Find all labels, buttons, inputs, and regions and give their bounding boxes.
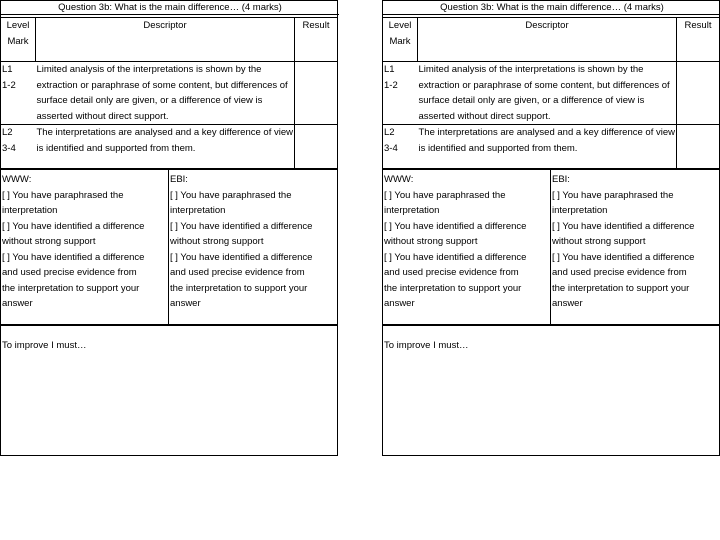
table-row: [1, 125, 338, 169]
result-cell[interactable]: [677, 125, 720, 169]
mark-scheme-table: [382, 17, 720, 169]
www-line: [ ] You have identified a difference: [2, 251, 145, 263]
www-line: interpretation: [384, 205, 440, 216]
improve-prompt: To improve I must…: [2, 340, 87, 351]
descriptor-header: Descriptor: [418, 18, 677, 62]
table-header-row: [1, 18, 338, 62]
ebi-line: [ ] You have identified a difference: [552, 220, 695, 232]
question-title: Question 3b: What is the main difference… (4 marks): [1, 1, 339, 15]
ebi-column: [169, 170, 337, 324]
ebi-line: interpretation: [170, 205, 226, 216]
www-line: [ ] You have identified a difference: [2, 220, 145, 232]
table-row: [383, 125, 720, 169]
table-row: [1, 62, 338, 125]
mark-range: 1-2: [384, 79, 398, 91]
www-line: the interpretation to support your: [384, 282, 522, 294]
ebi-column: [551, 170, 719, 324]
level-label: L2: [2, 127, 13, 138]
feedback-sheet-right: [382, 0, 720, 456]
feedback-sheet-left: [0, 0, 338, 456]
level-mark-header: Level Mark: [1, 18, 36, 62]
ebi-heading: EBI:: [552, 174, 570, 185]
ebi-heading: EBI:: [170, 174, 188, 185]
ebi-line: and used precise evidence from: [552, 267, 687, 278]
result-cell[interactable]: [295, 125, 338, 169]
descriptor-header: Descriptor: [36, 18, 295, 62]
descriptor-cell: Limited analysis of the interpretations is shown by the extraction or paraphrase of some content, but differences of surface detail only are given, or a difference of view is asserted without direct support.: [418, 62, 677, 125]
ebi-line: and used precise evidence from: [170, 267, 305, 278]
www-column: [1, 170, 169, 324]
question-title-box: [0, 0, 338, 18]
level-cell: [1, 62, 36, 125]
mark-range: 3-4: [384, 142, 398, 154]
www-heading: WWW:: [384, 174, 414, 185]
www-line: without strong support: [2, 236, 96, 247]
feedback-box: [0, 169, 338, 325]
ebi-line: [ ] You have paraphrased the: [170, 189, 292, 201]
table-row: [383, 62, 720, 125]
question-title-box: [382, 0, 720, 18]
level-mark-header: Level Mark: [383, 18, 418, 62]
result-header: Result: [677, 18, 720, 62]
www-line: and used precise evidence from: [2, 267, 137, 278]
result-cell[interactable]: [295, 62, 338, 125]
question-title: Question 3b: What is the main difference… (4 marks): [383, 1, 720, 15]
level-label: L1: [2, 64, 13, 75]
www-column: [383, 170, 551, 324]
www-line: [ ] You have paraphrased the: [384, 189, 506, 201]
descriptor-cell: The interpretations are analysed and a key difference of view is identified and supported from them.: [418, 125, 677, 169]
improve-box[interactable]: [0, 325, 338, 456]
www-line: [ ] You have identified a difference: [384, 220, 527, 232]
www-line: the interpretation to support your: [2, 282, 140, 294]
ebi-line: [ ] You have identified a difference: [170, 220, 313, 232]
result-cell[interactable]: [677, 62, 720, 125]
level-label: L1: [384, 64, 395, 75]
ebi-line: answer: [552, 298, 583, 309]
level-label: L2: [384, 127, 395, 138]
level-cell: [383, 125, 418, 169]
www-line: answer: [2, 298, 33, 309]
result-header: Result: [295, 18, 338, 62]
mark-scheme-table: [0, 17, 338, 169]
feedback-box: [382, 169, 720, 325]
ebi-line: [ ] You have identified a difference: [170, 251, 313, 263]
descriptor-cell: Limited analysis of the interpretations is shown by the extraction or paraphrase of some content, but differences of surface detail only are given, or a difference of view is asserted without direct support.: [36, 62, 295, 125]
www-heading: WWW:: [2, 174, 32, 185]
www-line: and used precise evidence from: [384, 267, 519, 278]
table-header-row: [383, 18, 720, 62]
ebi-line: the interpretation to support your: [170, 282, 308, 294]
ebi-line: the interpretation to support your: [552, 282, 690, 294]
improve-box[interactable]: [382, 325, 720, 456]
ebi-line: without strong support: [170, 236, 264, 247]
www-line: interpretation: [2, 205, 58, 216]
mark-range: 3-4: [2, 142, 16, 154]
level-cell: [1, 125, 36, 169]
level-cell: [383, 62, 418, 125]
ebi-line: [ ] You have paraphrased the: [552, 189, 674, 201]
mark-range: 1-2: [2, 79, 16, 91]
www-line: [ ] You have identified a difference: [384, 251, 527, 263]
ebi-line: without strong support: [552, 236, 646, 247]
www-line: [ ] You have paraphrased the: [2, 189, 124, 201]
www-line: answer: [384, 298, 415, 309]
ebi-line: interpretation: [552, 205, 608, 216]
improve-prompt: To improve I must…: [384, 340, 469, 351]
ebi-line: [ ] You have identified a difference: [552, 251, 695, 263]
descriptor-cell: The interpretations are analysed and a key difference of view is identified and supported from them.: [36, 125, 295, 169]
www-line: without strong support: [384, 236, 478, 247]
ebi-line: answer: [170, 298, 201, 309]
